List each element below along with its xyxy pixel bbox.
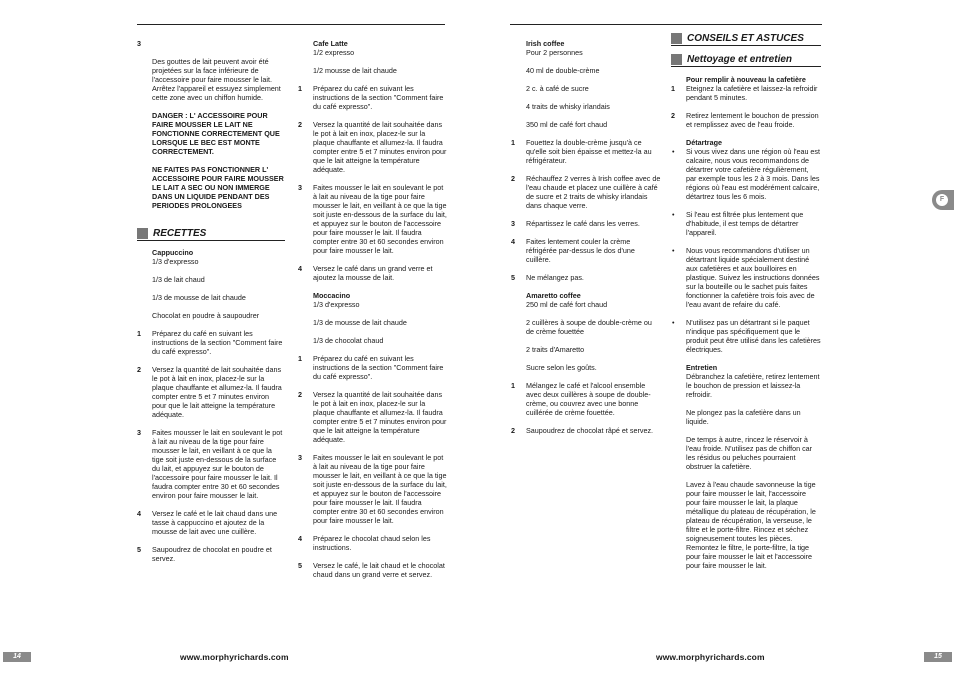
step-text: Préparez le chocolat chaud selon les instructions.	[313, 534, 431, 552]
amaretto-coffee-recipe	[511, 291, 661, 372]
ingredient: 1/3 d'expresso	[152, 257, 199, 266]
section-underline	[137, 240, 285, 241]
bullet-item	[671, 147, 821, 201]
bullet-item	[671, 318, 821, 354]
step-item	[137, 545, 285, 563]
recipe-title: Irish coffee	[526, 39, 565, 48]
conseils-section-heading	[671, 33, 821, 44]
page-number-left: 14	[3, 652, 31, 662]
ingredient: 40 ml de double-crème	[526, 66, 600, 75]
bullet-text: N'utilisez pas un détartrant si le paquet n'indique pas spécifiquement que le produit peut être utilisé dans les cafetières électriques.	[686, 318, 821, 354]
step-item	[298, 534, 448, 552]
step-number: 5	[298, 561, 302, 570]
subsection-title: Détartrage	[686, 138, 722, 147]
step-text: Préparez du café en suivant les instructions de la section "Comment faire du café expresso".	[152, 329, 283, 356]
recipe-title: Cappuccino	[152, 248, 194, 257]
recipe-title: Amaretto coffee	[526, 291, 581, 300]
irish-coffee-recipe	[511, 39, 661, 129]
step-item	[671, 84, 821, 102]
step-item	[137, 39, 285, 102]
ingredient: 1/2 expresso	[313, 48, 355, 57]
step-item	[298, 561, 448, 579]
step-item	[298, 120, 448, 174]
step-item	[137, 329, 285, 356]
section-marker-icon	[671, 33, 682, 44]
step-item	[298, 390, 448, 444]
bullet-text: Nous vous recommandons d'utiliser un détartrant liquide spécialement destiné aux cafetières et aux bouilloires en plastique. Suivez les instructions données sur la bouteille ou le sachet puis faites fonctionner la cafetière trois fois avec de l'eau avant de refaire du café.	[686, 246, 820, 309]
bullet-item	[671, 210, 821, 237]
step-number: 2	[511, 426, 515, 435]
step-item	[298, 453, 448, 525]
paragraph: Débranchez la cafetière, retirez lentement le bouchon de pression et laissez-la refroidir.	[686, 372, 820, 399]
step-text: Retirez lentement le bouchon de pression et remplissez avec de l'eau froide.	[686, 111, 819, 129]
top-rule-right	[510, 24, 822, 25]
latte-recipe	[298, 39, 448, 75]
ingredient: Sucre selon les goûts.	[526, 363, 597, 372]
step-item	[511, 219, 661, 228]
ingredient: Pour 2 personnes	[526, 48, 583, 57]
section-underline	[671, 45, 821, 46]
bullet-icon: •	[672, 318, 675, 327]
nettoyage-section-heading	[671, 54, 821, 65]
danger-warning: DANGER : L' ACCESSOIRE POUR FAIRE MOUSSER LE LAIT NE FONCTIONNE CORRECTEMENT QUE LORSQUE LE BEC EST MONTE CORRECTEMENT.	[152, 111, 280, 156]
step-text: Versez le café, le lait chaud et le chocolat chaud dans un grand verre et servez.	[313, 561, 445, 579]
step-item	[137, 428, 285, 500]
footer-url-right: www.morphyrichards.com	[656, 652, 765, 662]
step-number: 2	[671, 111, 675, 120]
ingredient: 250 ml de café fort chaud	[526, 300, 608, 309]
step-number: 5	[137, 545, 141, 554]
step-item	[298, 354, 448, 381]
step-text: Versez la quantité de lait souhaitée dans le pot à lait en inox, placez-le sur la plaque chauffante et allumez-la. Il faudra compter entre 5 et 7 minutes environ pour que le lait atteigne la température adéquate.	[313, 120, 447, 174]
bullet-text: Si vous vivez dans une région où l'eau est calcaire, nous vous recommandons de détartrer votre cafetière régulièrement, par exemple tous les 2 à 3 mois. Dans les régions où l'eau est modérément calcaire, détartrez tous les 6 mois.	[686, 147, 821, 201]
step-text: Réchauffez 2 verres à Irish coffee avec de l'eau chaude et placez une cuillère à café de sucre et 2 traits de whisky irlandais dans chaque verre.	[526, 174, 661, 210]
step-number: 3	[298, 183, 302, 192]
danger-warning-2: NE FAITES PAS FONCTIONNER L' ACCESSOIRE POUR FAIRE MOUSSER LE LAIT A SEC OU NON IMMERGE DANS UN LIQUIDE PENDANT DES PERIODES PROLONGEES	[152, 165, 284, 210]
step-text: Répartissez le café dans les verres.	[526, 219, 640, 228]
ingredient: 1/3 d'expresso	[313, 300, 360, 309]
section-marker-icon	[671, 54, 682, 65]
recipe-title: Moccacino	[313, 291, 351, 300]
step-item	[671, 111, 821, 129]
step-number: 4	[298, 264, 302, 273]
ingredient: 350 ml de café fort chaud	[526, 120, 608, 129]
language-tab	[932, 190, 954, 210]
step-text: Ne mélangez pas.	[526, 273, 584, 282]
top-rule-left	[137, 24, 445, 25]
step-number: 1	[137, 329, 141, 338]
footer-url-left: www.morphyrichards.com	[180, 652, 289, 662]
step-item	[511, 174, 661, 210]
step-number: 1	[511, 138, 515, 147]
step-item	[298, 183, 448, 255]
step-text: Eteignez la cafetière et laissez-la refroidir pendant 5 minutes.	[686, 84, 818, 102]
step-text: Versez la quantité de lait souhaitée dans le pot à lait en inox, placez-le sur la plaque chauffante et allumez-la. Il faudra compter entre 5 et 7 minutes environ pour que le lait atteigne la température adéquate.	[313, 390, 447, 444]
step-number: 1	[511, 381, 515, 390]
bullet-text: Si l'eau est filtrée plus lentement que d'habitude, il est temps de détartrer l'appareil.	[686, 210, 804, 237]
bullet-icon: •	[672, 246, 675, 255]
step-number: 1	[298, 354, 302, 363]
left-column-1	[137, 39, 285, 572]
step-number: 3	[137, 39, 141, 48]
step-number: 2	[511, 174, 515, 183]
step-number: 3	[511, 219, 515, 228]
step-number: 5	[511, 273, 515, 282]
ingredient: Chocolat en poudre à saupoudrer	[152, 311, 260, 320]
step-text: Faites mousser le lait en soulevant le pot à lait au niveau de la tige pour faire mousser le lait, en veillant à ce que la tige soit juste en-dessous de la surface du lait, et appuyez sur le bouton de l'accessoire pour faire mousser le lait. Il faudra compter entre 30 et 60 secondes environ pour faire mousser le lait.	[152, 428, 283, 500]
step-item	[511, 381, 661, 417]
ingredient: 2 c. à café de sucre	[526, 84, 589, 93]
ingredient: 1/2 mousse de lait chaude	[313, 66, 397, 75]
language-tab-label: F	[936, 194, 948, 206]
step-number: 3	[137, 428, 141, 437]
ingredient: 1/3 de mousse de lait chaude	[313, 318, 407, 327]
step-item	[298, 264, 448, 282]
step-item	[511, 273, 661, 282]
step-item	[137, 509, 285, 536]
section-title: Nettoyage et entretien	[687, 54, 793, 65]
bullet-icon: •	[672, 210, 675, 219]
ingredient: 1/3 de mousse de lait chaude	[152, 293, 246, 302]
paragraph: De temps à autre, rincez le réservoir à l'eau froide. N'utilisez pas de chiffon car les résidus ou peluches pourraient obstruer la cafetière.	[686, 435, 813, 471]
ingredient: 2 traits d'Amaretto	[526, 345, 585, 354]
moccacino-recipe	[298, 291, 448, 345]
step-text: Faites mousser le lait en soulevant le pot à lait au niveau de la tige pour faire mousser le lait, en veillant à ce que la tige soit juste en-dessous de la surface du lait, et appuyez sur le bouton de l'accessoire pour faire mousser le lait. Il faudra compter entre 30 et 60 secondes environ pour faire mousser le lait.	[313, 453, 447, 525]
step-item	[137, 365, 285, 419]
step-text: Faites mousser le lait en soulevant le pot à lait au niveau de la tige pour faire mousser le lait, en veillant à ce que la tige soit juste en-dessous de la surface du lait, et appuyez sur le bouton de l'accessoire pour faire mousser le lait. Il faudra compter entre 30 et 60 secondes environ pour faire mousser le lait.	[313, 183, 447, 255]
step-number: 2	[298, 390, 302, 399]
entretien-block	[671, 363, 821, 570]
step-text: Versez le café dans un grand verre et ajoutez la mousse de lait.	[313, 264, 433, 282]
step-text: Mélangez le café et l'alcool ensemble avec deux cuillères à soupe de double-crème, ou couvrez avec une bonne cuillérée de crème fouettée.	[526, 381, 651, 417]
step-text: Préparez du café en suivant les instructions de la section "Comment faire du café expresso".	[313, 354, 444, 381]
step-number: 4	[511, 237, 515, 246]
subsection-title: Pour remplir à nouveau la cafetière	[686, 75, 806, 84]
subsection-title: Entretien	[686, 363, 718, 372]
step-number: 4	[298, 534, 302, 543]
step-item	[511, 237, 661, 264]
ingredient: 1/3 de chocolat chaud	[313, 336, 384, 345]
step-number: 1	[298, 84, 302, 93]
step-number: 2	[137, 365, 141, 374]
bullet-item	[671, 246, 821, 309]
ingredient: 2 cuillères à soupe de double-crème ou de crème fouettée	[526, 318, 652, 336]
step-text: Versez le café et le lait chaud dans une tasse à cappuccino et ajoutez de la mousse de lait avec une cuillère.	[152, 509, 278, 536]
step-text: Fouettez la double-crème jusqu'à ce qu'elle soit bien épaisse et mettez-la au réfrigérateur.	[526, 138, 652, 165]
ingredient: 1/3 de lait chaud	[152, 275, 205, 284]
ingredient: 4 traits de whisky irlandais	[526, 102, 610, 111]
step-item	[511, 138, 661, 165]
right-column-1	[511, 39, 661, 444]
recettes-section-heading	[137, 228, 285, 239]
step-number: 1	[671, 84, 675, 93]
section-title: RECETTES	[153, 228, 207, 239]
recipe-title: Cafe Latte	[313, 39, 348, 48]
step-text: Saupoudrez de chocolat en poudre et servez.	[152, 545, 272, 563]
step-number: 4	[137, 509, 141, 518]
step-text: Versez la quantité de lait souhaitée dans le pot à lait en inox, placez-le sur la plaque chauffante et allumez-la. Il faudra compter entre 5 et 7 minutes environ pour que le lait atteigne la température adéquate.	[152, 365, 282, 419]
step-text: Saupoudrez de chocolat râpé et servez.	[526, 426, 654, 435]
step-item	[511, 426, 661, 435]
cappuccino-recipe	[137, 248, 285, 320]
section-marker-icon	[137, 228, 148, 239]
section-underline	[671, 66, 821, 67]
step-text: Des gouttes de lait peuvent avoir été projetées sur la face inférieure de l'accessoire pour faire mousser le lait. Arrêtez l'appareil et essuyez simplement cette zone avec un chiffon humide.	[152, 57, 281, 102]
left-column-2	[298, 39, 448, 588]
bullet-icon: •	[672, 147, 675, 156]
step-item	[298, 84, 448, 111]
paragraph: Lavez à l'eau chaude savonneuse la tige pour faire mousser le lait, l'accessoire pour faire mousser le lait, la plaque métallique du plateau de récupération, le plateau de récupération, la verseuse, le filtre et le porte-filtre. Rincez et séchez soigneusement toutes les pièces. Remontez le filtre, le porte-filtre, la tige pour faire mousser le lait et l'accessoire pour faire mousser le lait.	[686, 480, 816, 570]
step-text: Préparez du café en suivant les instructions de la section "Comment faire du café expresso".	[313, 84, 444, 111]
page-number-right: 15	[924, 652, 952, 662]
step-number: 2	[298, 120, 302, 129]
right-column-2	[671, 33, 821, 579]
section-title: CONSEILS ET ASTUCES	[687, 33, 804, 44]
step-text: Faites lentement couler la crème réfrigérée par-dessus le dos d'une cuillère.	[526, 237, 635, 264]
step-number: 3	[298, 453, 302, 462]
paragraph: Ne plongez pas la cafetière dans un liquide.	[686, 408, 801, 426]
